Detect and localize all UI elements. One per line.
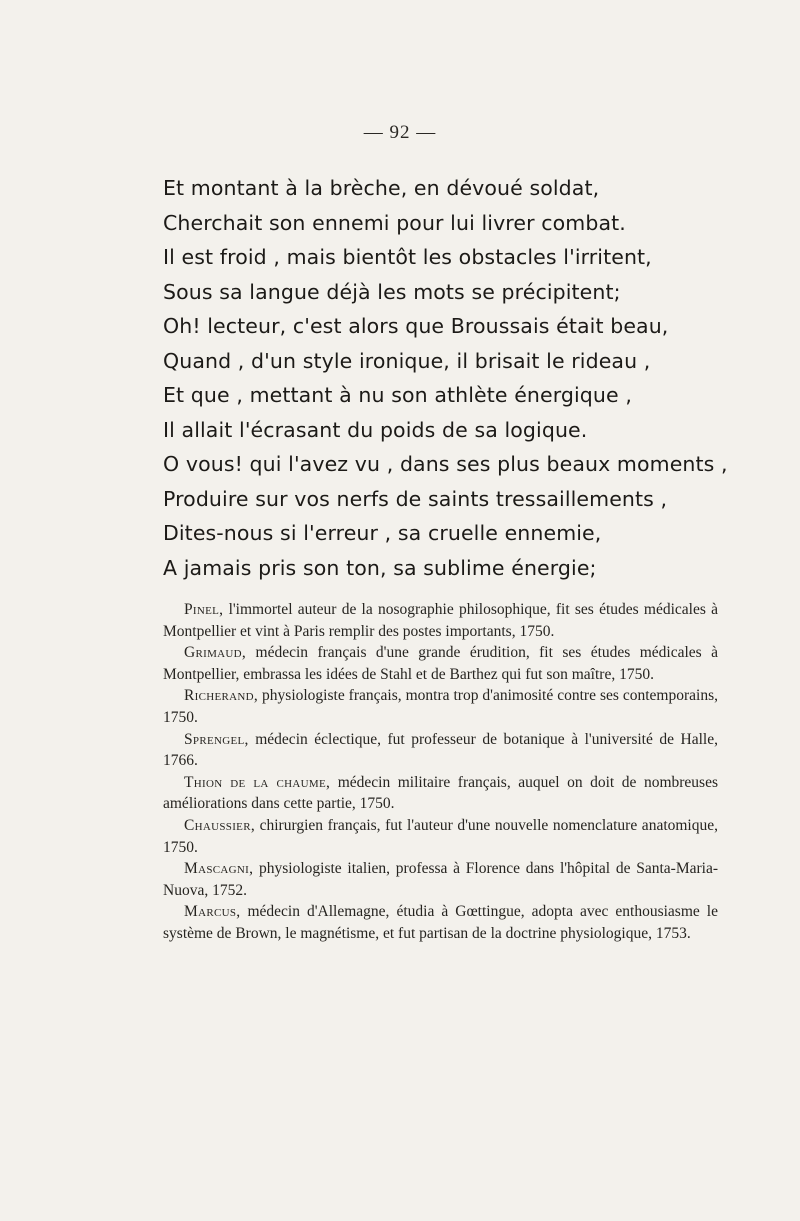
note-name: Marcus, bbox=[184, 903, 241, 921]
note-name: Chaussier, bbox=[184, 816, 255, 834]
note-name: Sprengel, bbox=[184, 730, 249, 748]
page-number: — 92 — bbox=[363, 122, 437, 143]
verse-line: Il est froid , mais bientôt les obstacles l'irritent, bbox=[163, 245, 652, 269]
note-richerand bbox=[163, 685, 718, 728]
note-name: Grimaud, bbox=[184, 644, 247, 662]
note-text: médecin militaire français, auquel on doit de nombreuses améliorations dans cette partie, 1750. bbox=[163, 773, 718, 813]
note-text: médecin d'Allemagne, étudia à Gœttingue, adopta avec enthousiasme le système de Brown, le magnétisme, et fut partisan de la doctrine physiologique, 1753. bbox=[163, 903, 718, 942]
verse-line: Et montant à la brèche, en dévoué soldat, bbox=[163, 176, 600, 200]
note-text: médecin éclectique, fut professeur de botanique à l'université de Halle, 1766. bbox=[163, 730, 718, 770]
note-mascagni bbox=[163, 858, 718, 901]
note-text: physiologiste français, montra trop d'animosité contre ses contemporains, 1750. bbox=[163, 687, 718, 726]
note-text: médecin français d'une grande érudition, fit ses études médicales à Montpellier, embrassa les idées de Stahl et de Barthez qui fut son maître, 1750. bbox=[163, 644, 718, 683]
verse-line: Produire sur vos nerfs de saints tressaillements , bbox=[163, 486, 668, 511]
verse-line: Sous sa langue déjà les mots se précipitent; bbox=[163, 279, 621, 304]
verse-line: Et que , mettant à nu son athlète énergique , bbox=[163, 383, 632, 407]
note-name: Thion de la chaume, bbox=[184, 773, 331, 791]
note-name: Mascagni, bbox=[184, 860, 254, 878]
note-name: Richerand, bbox=[184, 687, 259, 705]
note-marcus bbox=[163, 901, 718, 944]
note-grimaud bbox=[163, 642, 718, 685]
verse-line: Quand , d'un style ironique, il brisait le rideau , bbox=[163, 348, 651, 373]
note-chaussier bbox=[163, 815, 718, 858]
note-pinel bbox=[163, 599, 718, 642]
verse-line: Cherchait son ennemi pour lui livrer combat. bbox=[163, 210, 626, 235]
note-sprengel bbox=[163, 729, 718, 772]
verse-line: Dites-nous si l'erreur , sa cruelle ennemie, bbox=[163, 521, 602, 545]
verse-block bbox=[163, 171, 743, 585]
verse-line: Il allait l'écrasant du poids de sa logique. bbox=[163, 417, 588, 442]
note-thion-de-la-chaume bbox=[163, 772, 718, 815]
note-text: chirurgien français, fut l'auteur d'une nouvelle nomenclature anatomique, 1750. bbox=[163, 816, 718, 856]
note-text: physiologiste italien, professa à Florence dans l'hôpital de Santa-Maria-Nuova, 1752. bbox=[163, 860, 718, 899]
verse-line: Oh! lecteur, c'est alors que Broussais était beau, bbox=[163, 314, 669, 338]
verse-line: A jamais pris son ton, sa sublime énergie; bbox=[163, 555, 597, 580]
note-text: l'immortel auteur de la nosographie philosophique, fit ses études médicales à Montpellier et vint à Paris remplir des postes importants, 1750. bbox=[163, 601, 718, 640]
biographical-notes bbox=[163, 599, 718, 945]
note-name: Pinel, bbox=[184, 601, 224, 618]
verse-line: O vous! qui l'avez vu , dans ses plus beaux moments , bbox=[163, 452, 728, 476]
